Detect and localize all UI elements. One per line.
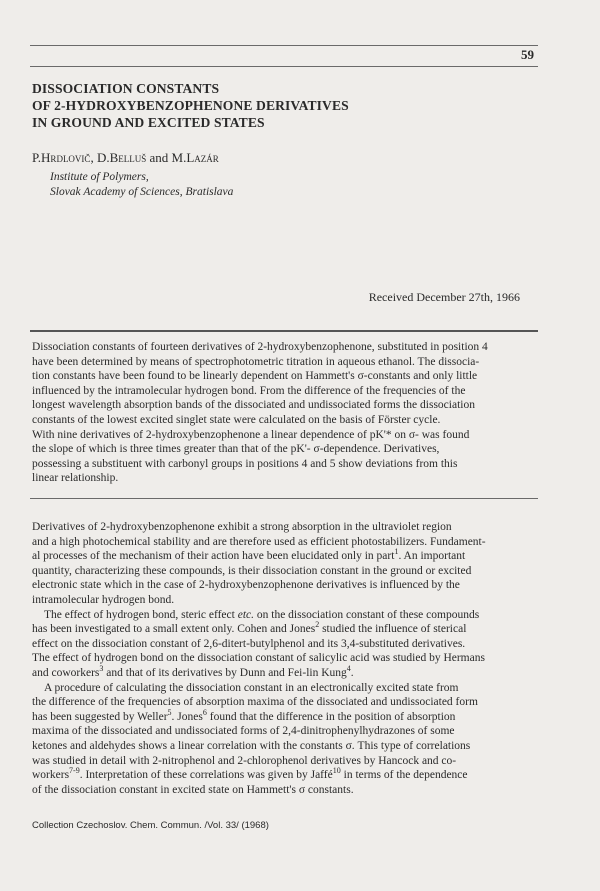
abstract-line: the slope of which is three times greater than that of the pK'- σ-dependence. Derivatives,	[32, 443, 440, 456]
abstract	[32, 340, 540, 486]
body-line: the difference of the frequencies of absorption maxima of the dissociated and undissociated form	[32, 696, 478, 709]
abstract-line: constants of the lowest excited singlet state were calculated on the basis of Förster cycle.	[32, 413, 441, 426]
body-line: maxima of the dissociated and undissociated forms of 2,4-dinitrophenylhydrazones of some	[32, 725, 455, 738]
title-line: OF 2-HYDROXYBENZOPHENONE DERIVATIVES	[32, 98, 349, 113]
header-rule-lower	[30, 66, 538, 67]
header-rule	[30, 45, 538, 46]
abstract-line: influenced by the intramolecular hydrogen bond. From the difference of the frequencies of the	[32, 384, 466, 397]
author-initial: D.	[96, 150, 110, 165]
abstract-line: With nine derivatives of 2-hydroxybenzophenone a linear dependence of pK'* on σ- was found	[32, 428, 470, 441]
article-body	[32, 520, 542, 797]
affiliation	[50, 170, 233, 200]
abstract-line: tion constants have been found to be linearly dependent on Hammett's σ-constants and only little	[32, 370, 478, 383]
citation-ref: 4	[346, 664, 351, 674]
body-line: workers$^{7-9}$. Interpretation of these correlations was given by Jaffé$^{10}$ in terms of the dependence	[32, 766, 468, 782]
body-line: and coworkers$^3$ and that of its derivatives by Dunn and Fei-lin Kung$^4$.	[32, 664, 354, 679]
body-line: ketones and aldehydes shows a linear correlation with the constants σ. This type of correlations	[32, 739, 471, 752]
abstract-line: longest wavelength absorption bands of the dissociated and undissociated forms the dissociation	[32, 399, 475, 412]
page-number: 59	[521, 47, 534, 62]
article-title	[32, 80, 512, 131]
citation-ref: 5	[167, 707, 172, 717]
abstract-line: linear relationship.	[32, 472, 119, 485]
author-list: P.Hrdlovič, D.Belluš and M.Lazár	[32, 150, 219, 165]
author-name: Lazár	[186, 150, 219, 165]
citation-ref: 2	[315, 620, 320, 630]
abstract-line: possessing a substituent with carbonyl groups in positions 4 and 5 show deviations from this	[32, 457, 458, 470]
journal-footer: Collection Czechoslov. Chem. Commun. /Vol. 33/ (1968)	[32, 820, 269, 831]
body-line: effect on the dissociation constant of 2,6-ditert-butylphenol and its 3,4-substituted derivatives.	[32, 637, 466, 650]
body-line: and a high photochemical stability and are therefore used as efficient photostabilizers. Fundament-	[32, 535, 486, 548]
citation-ref: 7-9	[69, 766, 80, 776]
body-line: of the dissociation constant in excited state on Hammett's σ constants.	[32, 783, 354, 796]
body-line: al processes of the mechanism of their action have been elucidated only in part$^1$. An important	[32, 547, 466, 563]
abstract-line: have been determined by means of spectrophotometric titration in aqueous ethanol. The dissocia-	[32, 355, 480, 368]
received-date: Received December 27th, 1966	[368, 290, 520, 304]
body-line: quantity, characterizing these compounds, is their dissociation constant in the ground or excited	[32, 564, 472, 577]
body-line: The effect of hydrogen bond, steric effect etc. on the dissociation constant of these compounds	[44, 608, 480, 621]
affiliation-line: Slovak Academy of Sciences, Bratislava	[50, 186, 234, 198]
abstract-top-rule	[30, 330, 538, 332]
citation-ref: 6	[202, 707, 207, 717]
affiliation-line: Institute of Polymers,	[50, 171, 149, 183]
citation-ref: 1	[394, 547, 399, 557]
title-line: DISSOCIATION CONSTANTS	[32, 81, 220, 96]
body-line: intramolecular hydrogen bond.	[32, 593, 175, 606]
body-line: electronic state which in the case of 2-hydroxybenzophenone derivatives is influenced by the	[32, 579, 460, 592]
author-initial: P.	[32, 150, 42, 165]
body-line: A procedure of calculating the dissociation constant in an electronically excited state from	[44, 681, 459, 694]
body-line: has been investigated to a small extent only. Cohen and Jones$^2$ studied the influence of sterical	[32, 620, 467, 636]
title-line: IN GROUND AND EXCITED STATES	[32, 115, 265, 130]
author-name: Belluš	[109, 150, 147, 165]
citation-ref: 3	[99, 664, 104, 674]
abstract-line: Dissociation constants of fourteen derivatives of 2-hydroxybenzophenone, substituted in position 4	[32, 341, 488, 353]
citation-ref: 10	[332, 766, 341, 776]
body-line: The effect of hydrogen bond on the dissociation constant of salicylic acid was studied by Hermans	[32, 652, 485, 665]
author-initial: M.	[171, 150, 187, 165]
abstract-bottom-rule	[30, 498, 538, 499]
body-line: Derivatives of 2-hydroxybenzophenone exhibit a strong absorption in the ultraviolet region	[32, 521, 452, 533]
author-name: Hrdlovič	[41, 150, 91, 165]
body-line: was studied in detail with 2-nitrophenol and 2-chlorophenol derivatives by Hancock and co-	[32, 754, 457, 767]
body-line: has been suggested by Weller$^5$. Jones$^6$ found that the difference in the position of absorption	[32, 707, 456, 723]
